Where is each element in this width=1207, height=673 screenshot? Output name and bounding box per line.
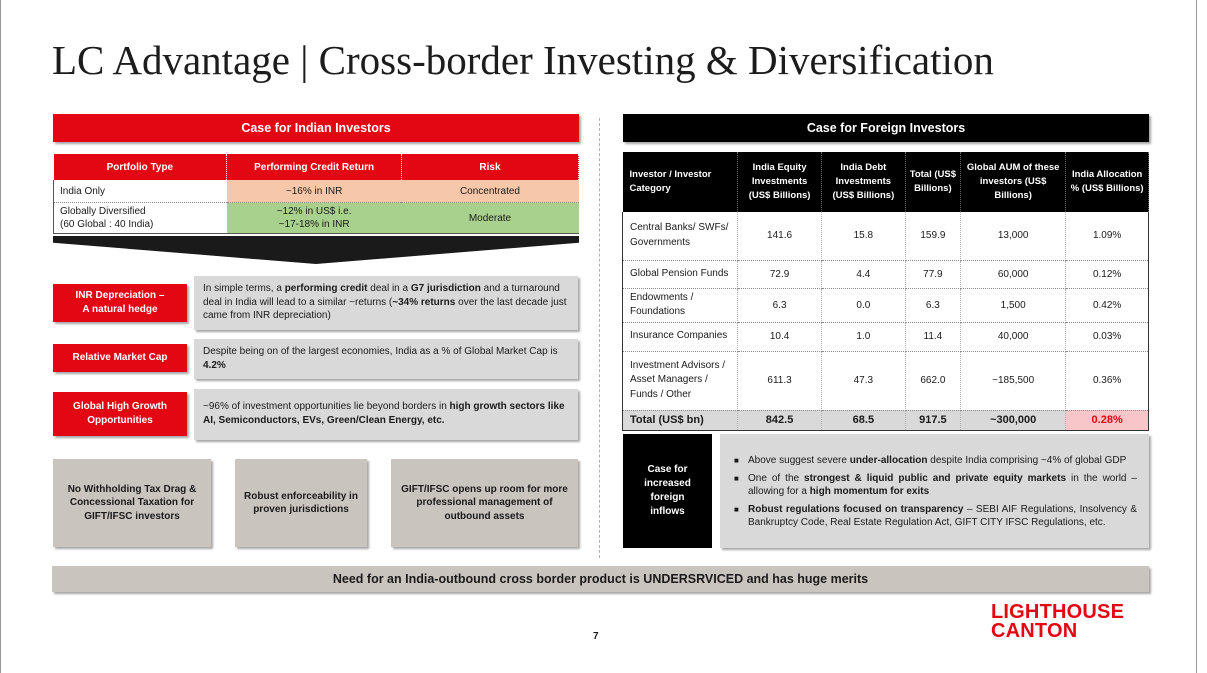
cell-return: ~16% in INR bbox=[227, 180, 402, 203]
cell-total: 662.0 bbox=[905, 351, 960, 410]
cell-risk: Concentrated bbox=[401, 180, 578, 203]
cell-equity: 10.4 bbox=[738, 322, 822, 351]
bold-run: under-allocation bbox=[849, 455, 928, 466]
cell-debt: 1.0 bbox=[821, 322, 905, 351]
inflows-text: Case for increased foreign inflows bbox=[644, 464, 691, 517]
page-title: LC Advantage | Cross-border Investing & Diversification bbox=[52, 37, 994, 83]
bullet-icon: ■ bbox=[734, 456, 739, 465]
text-run: deal in a bbox=[367, 283, 411, 294]
relative-market-cap-label: Relative Market Cap bbox=[53, 344, 187, 372]
left-frame-line bbox=[0, 0, 1, 673]
label-line: INR Depreciation – bbox=[75, 290, 165, 301]
table-row bbox=[623, 260, 1149, 288]
bold-run: 4.2% bbox=[203, 359, 226, 371]
col-total: Total (US$ Billions) bbox=[905, 152, 960, 212]
label-line: A natural hedge bbox=[82, 304, 158, 315]
bold-run: high growth sectors like AI, Semiconductors, EVs, Green/Clean Energy, etc. bbox=[203, 401, 565, 426]
cell-allocation: 1.09% bbox=[1066, 212, 1149, 260]
cell-aum: 1,500 bbox=[961, 288, 1066, 322]
cell-equity: 141.6 bbox=[738, 212, 822, 260]
inr-depreciation-text bbox=[194, 276, 578, 330]
cell-aum: 40,000 bbox=[961, 322, 1066, 351]
cell-category: Total (US$ bn) bbox=[623, 410, 738, 430]
right-frame-line bbox=[1196, 0, 1197, 673]
cell-allocation: 0.28% bbox=[1066, 410, 1149, 430]
logo-line: CANTON bbox=[991, 620, 1078, 642]
down-arrow-shape bbox=[53, 236, 579, 264]
cell-total: 77.9 bbox=[905, 260, 960, 288]
list-item bbox=[734, 472, 1137, 499]
cell-line: Globally Diversified bbox=[60, 206, 146, 217]
cell-line: ~12% in US$ i.e. bbox=[276, 206, 352, 217]
portfolio-table-header bbox=[54, 154, 579, 180]
cell-equity: 6.3 bbox=[738, 288, 822, 322]
text-run: Above suggest severe bbox=[748, 455, 850, 466]
bullet-text bbox=[748, 454, 1137, 468]
text-run: in the world – allowing for a bbox=[748, 472, 1137, 497]
text-run: despite India comprising ~4% of global GDP bbox=[927, 455, 1127, 466]
cell-line: ~17-18% in INR bbox=[278, 219, 350, 230]
cell-portfolio-type bbox=[54, 203, 227, 234]
bullet-icon: ■ bbox=[734, 504, 739, 514]
cell-debt: 47.3 bbox=[821, 351, 905, 410]
table-row bbox=[623, 288, 1149, 322]
col-portfolio-type: Portfolio Type bbox=[54, 154, 227, 180]
text-run: One of the bbox=[748, 472, 805, 484]
cell-category: Endowments / Foundations bbox=[623, 288, 738, 322]
cell-total: 11.4 bbox=[905, 322, 960, 351]
cell-category: Central Banks/ SWFs/ Governments bbox=[623, 212, 738, 260]
table-row bbox=[54, 180, 579, 203]
cell-aum: ~300,000 bbox=[961, 410, 1066, 430]
text-run: In simple terms, a bbox=[203, 283, 285, 294]
cell-line: (60 Global : 40 India) bbox=[60, 219, 154, 230]
global-high-growth-label bbox=[53, 392, 187, 436]
cell-debt: 4.4 bbox=[821, 260, 905, 288]
cell-risk: Moderate bbox=[401, 203, 578, 234]
withholding-tax-box: No Withholding Tax Drag & Concessional Taxation for GIFT/IFSC investors bbox=[53, 459, 211, 547]
label-line: Global High Growth bbox=[73, 401, 167, 412]
col-global-aum: Global AUM of these investors (US$ Billions) bbox=[961, 152, 1066, 212]
list-item bbox=[734, 503, 1137, 530]
cell-category: Global Pension Funds bbox=[623, 260, 738, 288]
vertical-divider bbox=[599, 118, 600, 558]
text-run: over the last decade just came from INR depreciation) bbox=[203, 296, 567, 321]
foreign-bullets-box bbox=[720, 434, 1149, 548]
enforceability-box: Robust enforceability in proven jurisdictions bbox=[235, 459, 367, 547]
cell-aum: 60,000 bbox=[961, 260, 1066, 288]
bold-run: Robust regulations focused on transparency bbox=[748, 503, 964, 515]
foreign-investors-table bbox=[622, 152, 1149, 431]
bold-run: high momentum for exits bbox=[809, 486, 930, 497]
table-row bbox=[623, 351, 1149, 410]
cell-category: Insurance Companies bbox=[623, 322, 738, 351]
cell-aum: ~185,500 bbox=[961, 351, 1066, 410]
cell-total: 159.9 bbox=[905, 212, 960, 260]
bold-run: G7 jurisdiction bbox=[410, 283, 481, 294]
cell-equity: 72.9 bbox=[738, 260, 822, 288]
cell-total: 6.3 bbox=[905, 288, 960, 322]
global-high-growth-text bbox=[194, 389, 578, 440]
text-run: and a turnaround deal in India will lead to a similar ~returns ( bbox=[203, 283, 560, 308]
cell-equity: 842.5 bbox=[738, 410, 822, 430]
gift-ifsc-box: GIFT/IFSC opens up room for more professional management of outbound assets bbox=[391, 459, 578, 547]
col-risk: Risk bbox=[401, 154, 578, 180]
cell-return bbox=[227, 203, 402, 234]
cell-aum: 13,000 bbox=[961, 212, 1066, 260]
inr-depreciation-label bbox=[53, 284, 187, 322]
page-number: 7 bbox=[593, 631, 599, 642]
bullet-icon: ■ bbox=[734, 473, 739, 483]
relative-market-cap-text bbox=[194, 339, 578, 379]
col-india-allocation: India Allocation % (US$ Billions) bbox=[1066, 152, 1149, 212]
table-row bbox=[54, 203, 579, 234]
lighthouse-canton-logo bbox=[991, 603, 1124, 641]
bullet-text bbox=[748, 472, 1137, 499]
bold-run: ~34% returns bbox=[392, 296, 456, 308]
col-performing-credit-return: Performing Credit Return bbox=[227, 154, 402, 180]
list-item bbox=[734, 454, 1137, 468]
foreign-table-header bbox=[623, 152, 1149, 212]
cell-allocation: 0.36% bbox=[1066, 351, 1149, 410]
cell-equity: 611.3 bbox=[738, 351, 822, 410]
foreign-investors-banner: Case for Foreign Investors bbox=[623, 114, 1149, 142]
cell-category: Investment Advisors / Asset Managers / Funds / Other bbox=[623, 351, 738, 410]
cell-debt: 0.0 bbox=[821, 288, 905, 322]
indian-investors-banner: Case for Indian Investors bbox=[53, 114, 579, 142]
cell-allocation: 0.42% bbox=[1066, 288, 1149, 322]
bold-run: strongest & liquid public and private equity markets bbox=[804, 472, 1067, 484]
cell-allocation: 0.12% bbox=[1066, 260, 1149, 288]
text-run: ~96% of investment opportunities lie beyond borders in bbox=[203, 401, 450, 412]
table-row bbox=[623, 212, 1149, 260]
table-row bbox=[623, 322, 1149, 351]
bold-run: performing credit bbox=[284, 283, 368, 294]
total-row bbox=[623, 410, 1149, 430]
col-investor-category: Investor / Investor Category bbox=[623, 152, 738, 212]
increased-inflows-label bbox=[623, 434, 712, 548]
col-india-equity: India Equity Investments (US$ Billions) bbox=[738, 152, 822, 212]
conclusion-banner: Need for an India-outbound cross border product is UNDERSRVICED and has huge merits bbox=[52, 566, 1149, 592]
cell-portfolio-type: India Only bbox=[54, 180, 227, 203]
text-run: – SEBI AIF Regulations, Insolvency & Bankruptcy Code, Real Estate Regulation Act, GIFT CITY IFSC Regulations, etc. bbox=[748, 503, 1138, 528]
cell-debt: 68.5 bbox=[821, 410, 905, 430]
cell-allocation: 0.03% bbox=[1066, 322, 1149, 351]
cell-debt: 15.8 bbox=[821, 212, 905, 260]
text-run: Despite being on of the largest economies, India as a % of Global Market Cap is bbox=[203, 346, 558, 357]
bullet-text bbox=[748, 503, 1137, 530]
cell-total: 917.5 bbox=[905, 410, 960, 430]
col-india-debt: India Debt Investments (US$ Billions) bbox=[821, 152, 905, 212]
logo-line: LIGHTHOUSE bbox=[991, 601, 1125, 623]
portfolio-table bbox=[53, 154, 579, 234]
label-line: Opportunities bbox=[87, 415, 153, 426]
